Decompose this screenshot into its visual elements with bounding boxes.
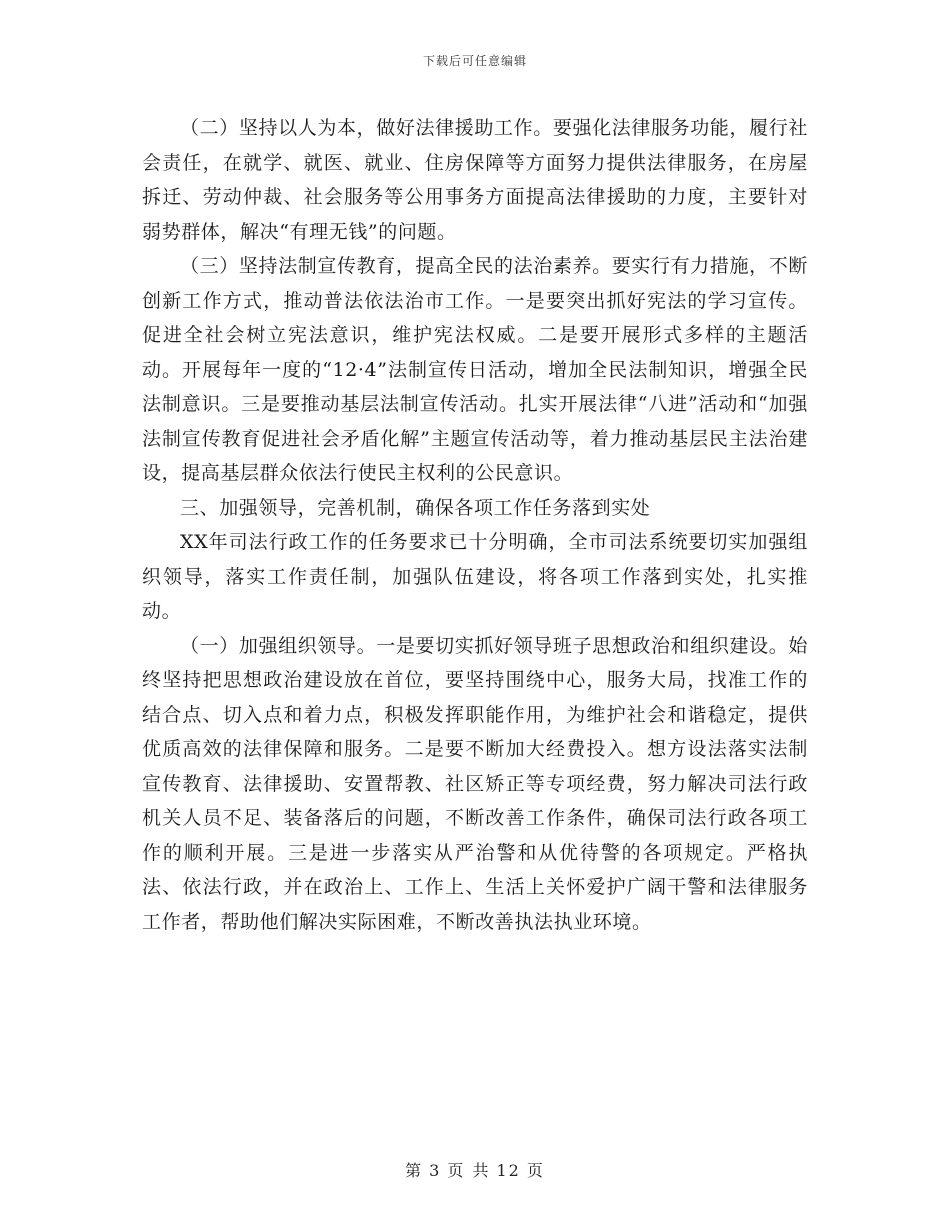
- footer-total-pages: 12: [496, 1161, 521, 1180]
- footer-page-number: 3: [429, 1161, 442, 1180]
- paragraph-tasks: XX年司法行政工作的任务要求已十分明确，全市司法系统要切实加强组织领导，落实工作责任制，加强队伍建设，将各项工作落到实处，扎实推动。: [142, 531, 808, 622]
- paragraph-leadership: （一）加强组织领导。一是要切实抓好领导班子思想政治和组织建设。始终坚持把思想政治建设放在首位，要坚持围绕中心，服务大局，找准工作的结合点、切入点和着力点，积极发挥职能作用，为维护社会和谐稳定，提供优质高效的法律保障和服务。二是要不断加大经费投入。想方设法落实法制宣传教育、法律援助、安置帮教、社区矫正等专项经费，努力解决司法行政机关人员不足、装备落后的问题，不断改善工作条件，确保司法行政各项工作的顺利开展。三是进一步落实从严治警和从优待警的各项规定。严格执法、依法行政，并在政治上、工作上、生活上关怀爱护广阔干警和法律服务工作者，帮助他们解决实际困难，不断改善执法执业环境。: [142, 634, 808, 933]
- paragraph-legal-education: （三）坚持法制宣传教育，提高全民的法治素养。要实行有力措施，不断创新工作方式，推动普法依法治市工作。一是要突出抓好宪法的学习宣传。促进全社会树立宪法意识，维护宪法权威。二是要开展形式多样的主题活动。开展每年一度的“12·4”法制宣传日活动，增加全民法制知识，增强全民法制意识。三是要推动基层法制宣传活动。扎实开展法律“八进”活动和“加强法制宣传教育促进社会矛盾化解”主题宣传活动等，着力推动基层民主法治建设，提高基层群众依法行使民主权利的公民意识。: [142, 255, 808, 484]
- section-heading: 三、加强领导，完善机制，确保各项工作任务落到实处: [180, 496, 651, 519]
- footer-prefix: 第: [405, 1161, 424, 1180]
- document-body: [142, 111, 808, 939]
- page-footer: [0, 1158, 950, 1181]
- footer-suffix: 页: [526, 1161, 545, 1180]
- footer-middle: 页 共: [447, 1161, 491, 1180]
- paragraph-legal-aid: （二）坚持以人为本，做好法律援助工作。要强化法律服务功能，履行社会责任，在就学、就医、就业、住房保障等方面努力提供法律服务，在房屋拆迁、劳动仲裁、社会服务等公用事务方面提高法律援助的力度，主要针对弱势群体，解决“有理无钱”的问题。: [142, 117, 808, 243]
- page-header: 下载后可任意编辑: [422, 54, 527, 68]
